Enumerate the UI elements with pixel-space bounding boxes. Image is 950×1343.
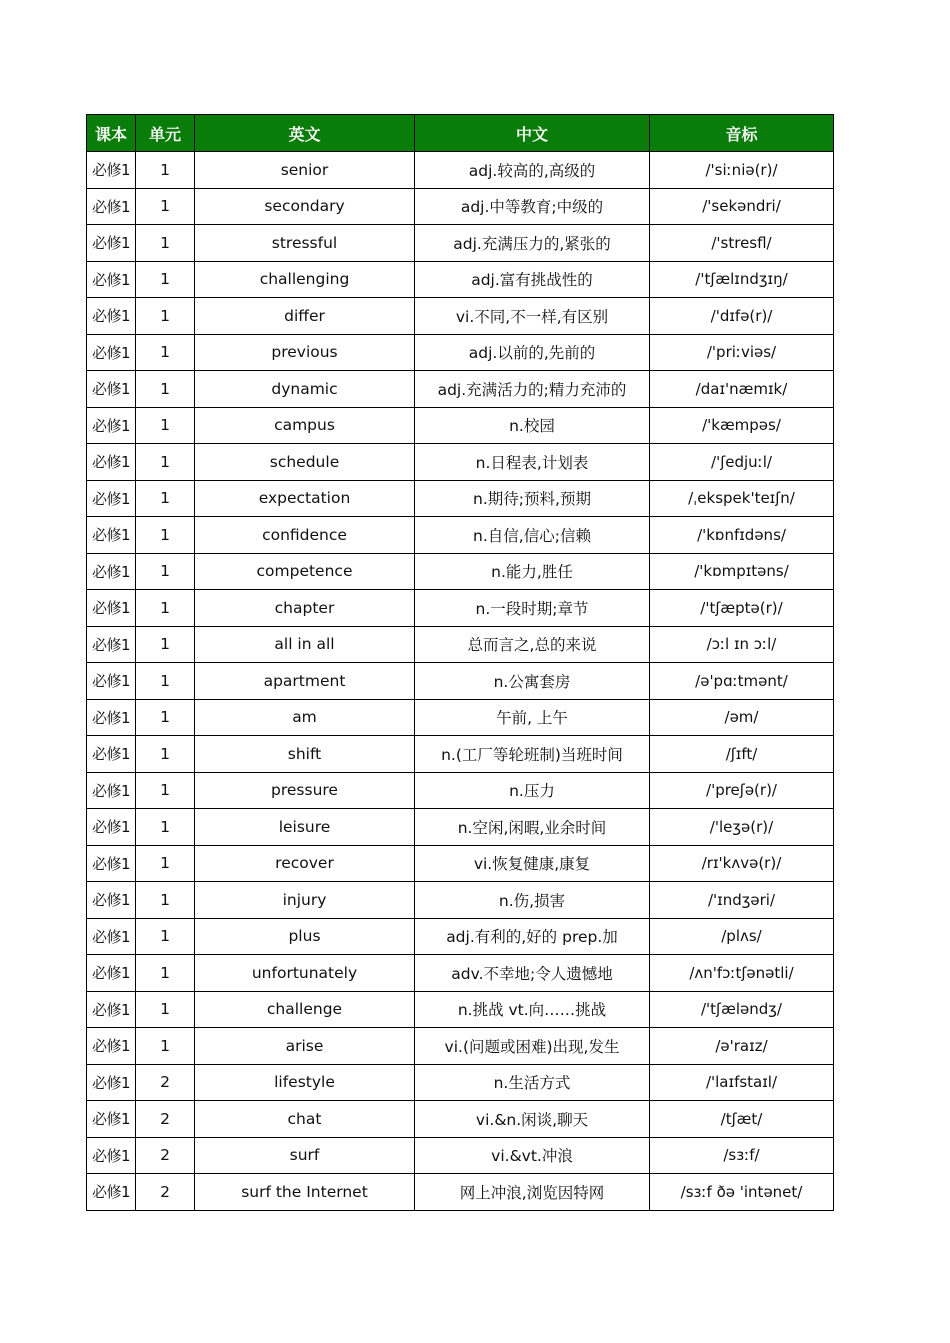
cell-phonetic: /'siːniə(r)/: [650, 152, 834, 189]
cell-english: chat: [195, 1101, 415, 1138]
cell-chinese: n.伤,损害: [415, 882, 650, 919]
header-english: 英文: [195, 115, 415, 152]
table-row: [87, 152, 834, 189]
cell-book: 必修1: [87, 480, 136, 517]
table-row: [87, 882, 834, 919]
cell-chinese: n.挑战 vt.向……挑战: [415, 991, 650, 1028]
table-row: [87, 480, 834, 517]
cell-unit: 1: [136, 298, 195, 335]
cell-book: 必修1: [87, 188, 136, 225]
cell-chinese: 午前, 上午: [415, 699, 650, 736]
cell-chinese: n.生活方式: [415, 1064, 650, 1101]
cell-english: surf the Internet: [195, 1174, 415, 1211]
cell-book: 必修1: [87, 152, 136, 189]
cell-english: all in all: [195, 626, 415, 663]
cell-phonetic: /ə'pɑːtmənt/: [650, 663, 834, 700]
cell-book: 必修1: [87, 991, 136, 1028]
cell-unit: 1: [136, 809, 195, 846]
cell-phonetic: /ʃɪft/: [650, 736, 834, 773]
cell-unit: 1: [136, 772, 195, 809]
cell-unit: 2: [136, 1137, 195, 1174]
cell-phonetic: /daɪ'næmɪk/: [650, 371, 834, 408]
table-row: [87, 845, 834, 882]
cell-unit: 1: [136, 918, 195, 955]
cell-book: 必修1: [87, 845, 136, 882]
cell-english: dynamic: [195, 371, 415, 408]
cell-chinese: adj.充满活力的;精力充沛的: [415, 371, 650, 408]
cell-book: 必修1: [87, 1101, 136, 1138]
table-row: [87, 261, 834, 298]
table-row: [87, 736, 834, 773]
header-phonetic: 音标: [650, 115, 834, 152]
cell-book: 必修1: [87, 1137, 136, 1174]
table-row: [87, 1028, 834, 1065]
cell-unit: 1: [136, 991, 195, 1028]
cell-phonetic: /'kæmpəs/: [650, 407, 834, 444]
cell-book: 必修1: [87, 1064, 136, 1101]
cell-book: 必修1: [87, 444, 136, 481]
cell-english: lifestyle: [195, 1064, 415, 1101]
cell-unit: 1: [136, 845, 195, 882]
cell-unit: 1: [136, 1028, 195, 1065]
header-row: [87, 115, 834, 152]
cell-book: 必修1: [87, 626, 136, 663]
table-row: [87, 444, 834, 481]
table-row: [87, 517, 834, 554]
cell-english: secondary: [195, 188, 415, 225]
table-row: [87, 663, 834, 700]
cell-english: confidence: [195, 517, 415, 554]
table-row: [87, 626, 834, 663]
cell-unit: 1: [136, 955, 195, 992]
cell-phonetic: /'leʒə(r)/: [650, 809, 834, 846]
cell-book: 必修1: [87, 918, 136, 955]
cell-english: expectation: [195, 480, 415, 517]
table-row: [87, 991, 834, 1028]
cell-english: unfortunately: [195, 955, 415, 992]
cell-phonetic: /'sekəndri/: [650, 188, 834, 225]
table-row: [87, 1101, 834, 1138]
cell-english: recover: [195, 845, 415, 882]
cell-english: schedule: [195, 444, 415, 481]
cell-unit: 2: [136, 1101, 195, 1138]
cell-english: surf: [195, 1137, 415, 1174]
cell-chinese: n.日程表,计划表: [415, 444, 650, 481]
table-row: [87, 809, 834, 846]
cell-phonetic: /'kɒnfɪdəns/: [650, 517, 834, 554]
cell-phonetic: /'ɪndʒəri/: [650, 882, 834, 919]
cell-book: 必修1: [87, 882, 136, 919]
cell-chinese: adj.较高的,高级的: [415, 152, 650, 189]
cell-book: 必修1: [87, 772, 136, 809]
cell-book: 必修1: [87, 590, 136, 627]
cell-book: 必修1: [87, 553, 136, 590]
cell-phonetic: /'tʃælɪndʒɪŋ/: [650, 261, 834, 298]
cell-unit: 2: [136, 1064, 195, 1101]
table-row: [87, 188, 834, 225]
cell-phonetic: /ə'raɪz/: [650, 1028, 834, 1065]
cell-chinese: adj.有利的,好的 prep.加: [415, 918, 650, 955]
cell-phonetic: /'stresfl/: [650, 225, 834, 262]
cell-english: arise: [195, 1028, 415, 1065]
table-row: [87, 955, 834, 992]
cell-book: 必修1: [87, 663, 136, 700]
cell-chinese: n.公寓套房: [415, 663, 650, 700]
cell-phonetic: /əm/: [650, 699, 834, 736]
cell-phonetic: /'priːviəs/: [650, 334, 834, 371]
cell-phonetic: /ˌekspek'teɪʃn/: [650, 480, 834, 517]
cell-chinese: 总而言之,总的来说: [415, 626, 650, 663]
cell-english: challenging: [195, 261, 415, 298]
cell-book: 必修1: [87, 225, 136, 262]
cell-chinese: vi.&n.闲谈,聊天: [415, 1101, 650, 1138]
table-row: [87, 772, 834, 809]
cell-unit: 1: [136, 334, 195, 371]
cell-book: 必修1: [87, 371, 136, 408]
cell-english: pressure: [195, 772, 415, 809]
cell-book: 必修1: [87, 298, 136, 335]
cell-english: shift: [195, 736, 415, 773]
cell-unit: 1: [136, 663, 195, 700]
cell-phonetic: /tʃæt/: [650, 1101, 834, 1138]
cell-english: apartment: [195, 663, 415, 700]
cell-chinese: n.一段时期;章节: [415, 590, 650, 627]
cell-book: 必修1: [87, 1174, 136, 1211]
table-row: [87, 1064, 834, 1101]
cell-book: 必修1: [87, 809, 136, 846]
cell-unit: 1: [136, 626, 195, 663]
cell-english: am: [195, 699, 415, 736]
table-row: [87, 1137, 834, 1174]
cell-chinese: vi.恢复健康,康复: [415, 845, 650, 882]
cell-chinese: vi.(问题或困难)出现,发生: [415, 1028, 650, 1065]
cell-unit: 1: [136, 736, 195, 773]
cell-unit: 1: [136, 371, 195, 408]
cell-chinese: n.自信,信心;信赖: [415, 517, 650, 554]
table-row: [87, 225, 834, 262]
table-row: [87, 1174, 834, 1211]
vocabulary-table: [86, 114, 834, 1211]
cell-english: differ: [195, 298, 415, 335]
cell-book: 必修1: [87, 699, 136, 736]
cell-phonetic: /rɪ'kʌvə(r)/: [650, 845, 834, 882]
cell-unit: 1: [136, 225, 195, 262]
cell-unit: 1: [136, 553, 195, 590]
cell-phonetic: /ɔːl ɪn ɔːl/: [650, 626, 834, 663]
cell-book: 必修1: [87, 517, 136, 554]
cell-unit: 1: [136, 152, 195, 189]
cell-unit: 1: [136, 261, 195, 298]
cell-english: campus: [195, 407, 415, 444]
table-row: [87, 553, 834, 590]
cell-chinese: n.能力,胜任: [415, 553, 650, 590]
cell-book: 必修1: [87, 261, 136, 298]
cell-phonetic: /'ʃedjuːl/: [650, 444, 834, 481]
cell-chinese: adj.充满压力的,紧张的: [415, 225, 650, 262]
cell-chinese: n.期待;预料,预期: [415, 480, 650, 517]
cell-english: injury: [195, 882, 415, 919]
header-chinese: 中文: [415, 115, 650, 152]
cell-chinese: adj.中等教育;中级的: [415, 188, 650, 225]
table-row: [87, 371, 834, 408]
cell-chinese: n.压力: [415, 772, 650, 809]
table-row: [87, 918, 834, 955]
cell-english: previous: [195, 334, 415, 371]
cell-unit: 1: [136, 188, 195, 225]
cell-unit: 1: [136, 480, 195, 517]
cell-book: 必修1: [87, 1028, 136, 1065]
cell-book: 必修1: [87, 736, 136, 773]
cell-book: 必修1: [87, 407, 136, 444]
cell-phonetic: /'dɪfə(r)/: [650, 298, 834, 335]
cell-chinese: 网上冲浪,浏览因特网: [415, 1174, 650, 1211]
cell-book: 必修1: [87, 334, 136, 371]
table-row: [87, 699, 834, 736]
cell-unit: 1: [136, 699, 195, 736]
table-row: [87, 407, 834, 444]
header-book: 课本: [87, 115, 136, 152]
cell-phonetic: /'tʃæləndʒ/: [650, 991, 834, 1028]
cell-chinese: vi.&vt.冲浪: [415, 1137, 650, 1174]
cell-chinese: n.校园: [415, 407, 650, 444]
cell-chinese: n.(工厂等轮班制)当班时间: [415, 736, 650, 773]
cell-unit: 1: [136, 517, 195, 554]
cell-phonetic: /sɜːf ðə 'intənet/: [650, 1174, 834, 1211]
cell-english: chapter: [195, 590, 415, 627]
cell-chinese: adj.以前的,先前的: [415, 334, 650, 371]
cell-english: competence: [195, 553, 415, 590]
cell-phonetic: /'kɒmpɪtəns/: [650, 553, 834, 590]
cell-book: 必修1: [87, 955, 136, 992]
cell-phonetic: /sɜːf/: [650, 1137, 834, 1174]
cell-phonetic: /'laɪfstaɪl/: [650, 1064, 834, 1101]
cell-phonetic: /'tʃæptə(r)/: [650, 590, 834, 627]
table-row: [87, 590, 834, 627]
cell-chinese: n.空闲,闲暇,业余时间: [415, 809, 650, 846]
cell-chinese: vi.不同,不一样,有区别: [415, 298, 650, 335]
cell-chinese: adv.不幸地;令人遗憾地: [415, 955, 650, 992]
table-row: [87, 334, 834, 371]
cell-unit: 2: [136, 1174, 195, 1211]
cell-unit: 1: [136, 590, 195, 627]
cell-english: senior: [195, 152, 415, 189]
cell-unit: 1: [136, 882, 195, 919]
cell-phonetic: /'preʃə(r)/: [650, 772, 834, 809]
cell-phonetic: /ʌn'fɔːtʃənətli/: [650, 955, 834, 992]
cell-english: stressful: [195, 225, 415, 262]
cell-unit: 1: [136, 407, 195, 444]
cell-english: leisure: [195, 809, 415, 846]
cell-phonetic: /plʌs/: [650, 918, 834, 955]
cell-unit: 1: [136, 444, 195, 481]
table-body: [87, 152, 834, 1211]
cell-chinese: adj.富有挑战性的: [415, 261, 650, 298]
header-unit: 单元: [136, 115, 195, 152]
cell-english: challenge: [195, 991, 415, 1028]
table-row: [87, 298, 834, 335]
cell-english: plus: [195, 918, 415, 955]
